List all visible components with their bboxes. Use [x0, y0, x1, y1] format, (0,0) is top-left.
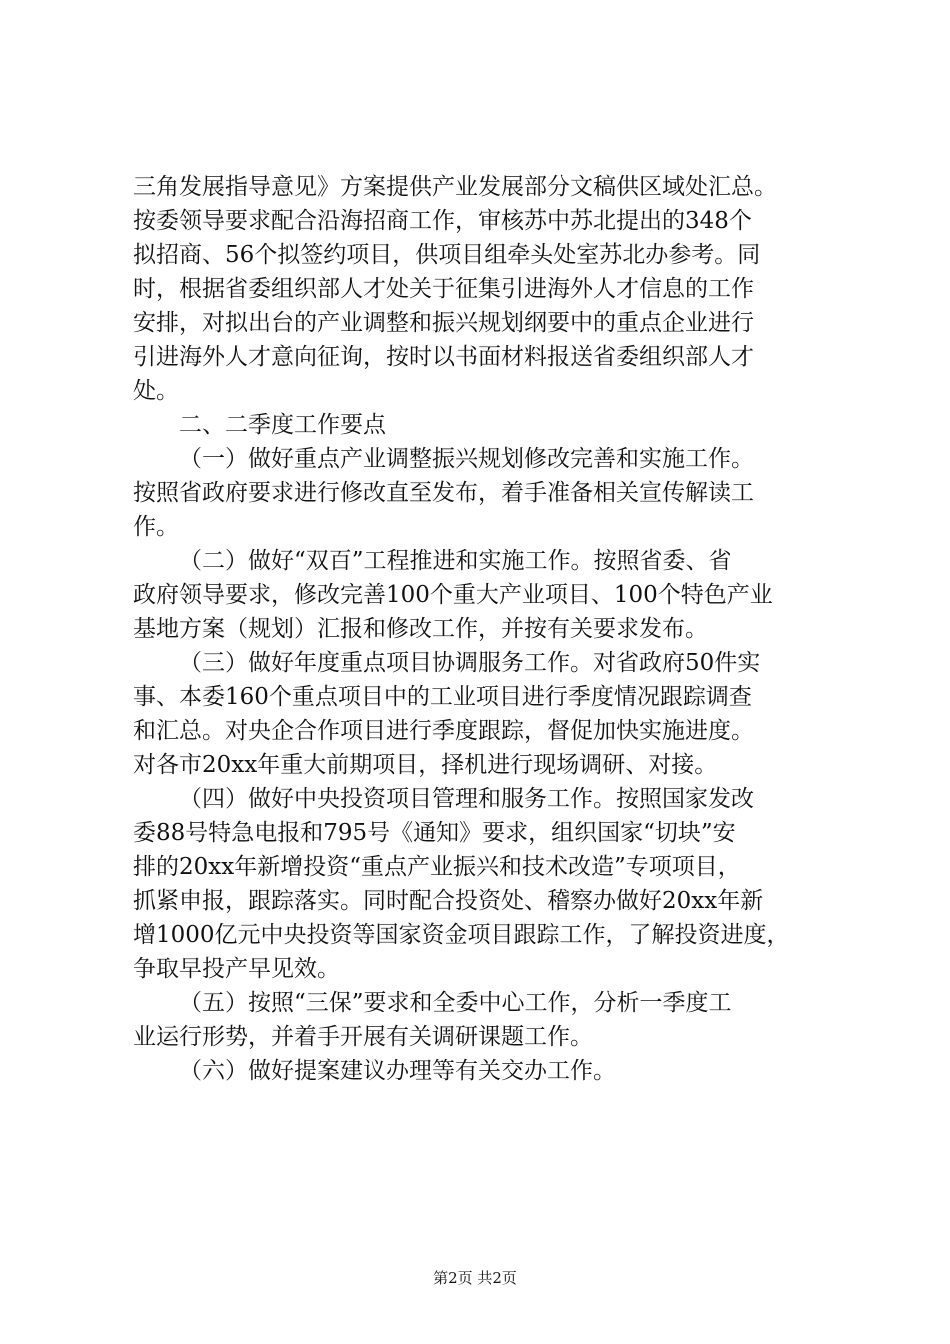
text-line: 和汇总。对央企合作项目进行季度跟踪，督促加快实施进度。 — [133, 718, 754, 744]
text-line: 三角发展指导意见》方案提供产业发展部分文稿供区域处汇总。 — [133, 174, 777, 200]
text-line: 作。 — [133, 514, 179, 540]
paragraph-start: （一）做好重点产业调整振兴规划修改完善和实施工作。 — [179, 446, 754, 472]
text-line: 按委领导要求配合沿海招商工作，审核苏中苏北提出的348个 — [133, 208, 752, 234]
text-line: 拟招商、56个拟签约项目，供项目组牵头处室苏北办参考。同 — [133, 242, 761, 268]
paragraph-start: （四）做好中央投资项目管理和服务工作。按照国家发改 — [179, 786, 754, 812]
paragraph-start: （三）做好年度重点项目协调服务工作。对省政府50件实 — [179, 650, 761, 676]
document-body — [133, 170, 833, 1088]
text-line: 委88号特急电报和795号《通知》要求，组织国家“切块”安 — [133, 820, 736, 846]
text-line: 事、本委160个重点项目中的工业项目进行季度情况跟踪调查 — [133, 684, 752, 710]
text-line: 抓紧申报，跟踪落实。同时配合投资处、稽察办做好20xx年新 — [133, 888, 764, 914]
paragraph-start: （五）按照“三保”要求和全委中心工作，分析一季度工 — [179, 990, 732, 1016]
text-line: 增1000亿元中央投资等国家资金项目跟踪工作，了解投资进度， — [133, 922, 790, 948]
paragraph-start: （六）做好提案建议办理等有关交办工作。 — [179, 1058, 616, 1084]
text-line: 业运行形势，并着手开展有关调研课题工作。 — [133, 1024, 593, 1050]
paragraph-start: （二）做好“双百”工程推进和实施工作。按照省委、省 — [179, 548, 732, 574]
section-heading: 二、二季度工作要点 — [179, 412, 386, 438]
text-line: 时，根据省委组织部人才处关于征集引进海外人才信息的工作 — [133, 276, 754, 302]
text-line: 对各市20xx年重大前期项目，择机进行现场调研、对接。 — [133, 752, 718, 778]
text-line: 安排，对拟出台的产业调整和振兴规划纲要中的重点企业进行 — [133, 310, 754, 336]
text-line: 处。 — [133, 378, 179, 404]
text-line: 引进海外人才意向征询，按时以书面材料报送省委组织部人才 — [133, 344, 754, 370]
page-number-footer: 第2页 共2页 — [433, 1269, 517, 1287]
text-line: 排的20xx年新增投资“重点产业振兴和技术改造”专项项目， — [133, 854, 741, 880]
text-line: 政府领导要求，修改完善100个重大产业项目、100个特色产业 — [133, 582, 773, 608]
text-line: 争取早投产早见效。 — [133, 956, 340, 982]
text-line: 基地方案（规划）汇报和修改工作，并按有关要求发布。 — [133, 616, 708, 642]
text-line: 按照省政府要求进行修改直至发布，着手准备相关宣传解读工 — [133, 480, 754, 506]
